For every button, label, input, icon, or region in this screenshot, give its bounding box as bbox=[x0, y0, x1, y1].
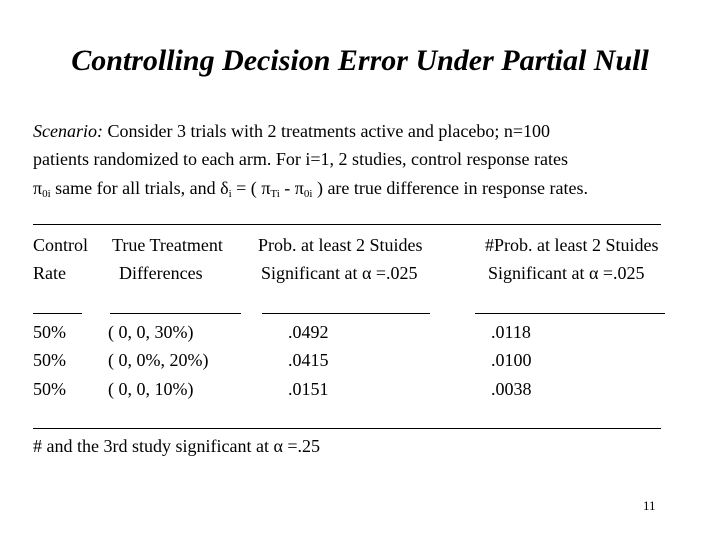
scenario-line-2: patients randomized to each arm. For i=1, 2 studies, control response rates bbox=[33, 149, 569, 169]
slide-number: 11 bbox=[643, 498, 656, 513]
header-prob-2-studies-hash: #Prob. at least 2 Stuides bbox=[485, 235, 659, 255]
pi-symbol: π bbox=[294, 178, 304, 198]
row-1-rate: 50% bbox=[33, 322, 66, 342]
row-3-prob: .0151 bbox=[288, 379, 329, 399]
slide-title: Controlling Decision Error Under Partial Null bbox=[71, 44, 649, 77]
subscript: i bbox=[228, 188, 232, 200]
divider-top bbox=[33, 224, 661, 225]
underline-col1 bbox=[33, 313, 82, 314]
row-2-prob: .0415 bbox=[288, 350, 329, 370]
row-3-rate: 50% bbox=[33, 379, 66, 399]
header-prob-2-studies: Prob. at least 2 Stuides bbox=[258, 235, 423, 255]
line3-text-b: = ( bbox=[231, 178, 262, 198]
row-2-prob3: .0100 bbox=[491, 350, 532, 370]
pi-symbol: π bbox=[33, 178, 43, 198]
row-1-prob3: .0118 bbox=[491, 322, 531, 342]
delta-symbol: δ bbox=[220, 178, 229, 198]
scenario-text: Consider 3 trials with 2 treatments active and placebo; n=100 bbox=[102, 121, 551, 141]
underline-col4 bbox=[475, 313, 665, 314]
subscript: 0i bbox=[303, 188, 313, 200]
row-1-diff: ( 0, 0, 30%) bbox=[108, 322, 194, 342]
underline-col2 bbox=[110, 313, 241, 314]
row-3-diff: ( 0, 0, 10%) bbox=[108, 379, 194, 399]
footnote: # and the 3rd study significant at α =.25 bbox=[33, 436, 321, 456]
scenario-label: Scenario: bbox=[33, 121, 103, 141]
line3-text-d: ) are true difference in response rates. bbox=[312, 178, 588, 198]
row-3-prob3: .0038 bbox=[491, 379, 532, 399]
underline-col3 bbox=[262, 313, 430, 314]
header-significant-hash: Significant at α =.025 bbox=[488, 263, 645, 283]
header-true-treatment: True Treatment bbox=[112, 235, 223, 255]
subscript: Ti bbox=[270, 188, 280, 200]
pi-symbol: π bbox=[261, 178, 271, 198]
line3-text-a: same for all trials, and bbox=[50, 178, 221, 198]
row-2-rate: 50% bbox=[33, 350, 66, 370]
line3-text-c: - bbox=[279, 178, 295, 198]
row-2-diff: ( 0, 0%, 20%) bbox=[108, 350, 209, 370]
divider-bottom bbox=[33, 428, 661, 429]
header-rate: Rate bbox=[33, 263, 66, 283]
scenario-line-1 bbox=[33, 117, 550, 145]
header-significant: Significant at α =.025 bbox=[261, 263, 418, 283]
header-control: Control bbox=[33, 235, 89, 255]
subscript: 0i bbox=[42, 188, 51, 200]
header-differences: Differences bbox=[119, 263, 203, 283]
row-1-prob: .0492 bbox=[288, 322, 329, 342]
scenario-line-3 bbox=[33, 174, 588, 202]
